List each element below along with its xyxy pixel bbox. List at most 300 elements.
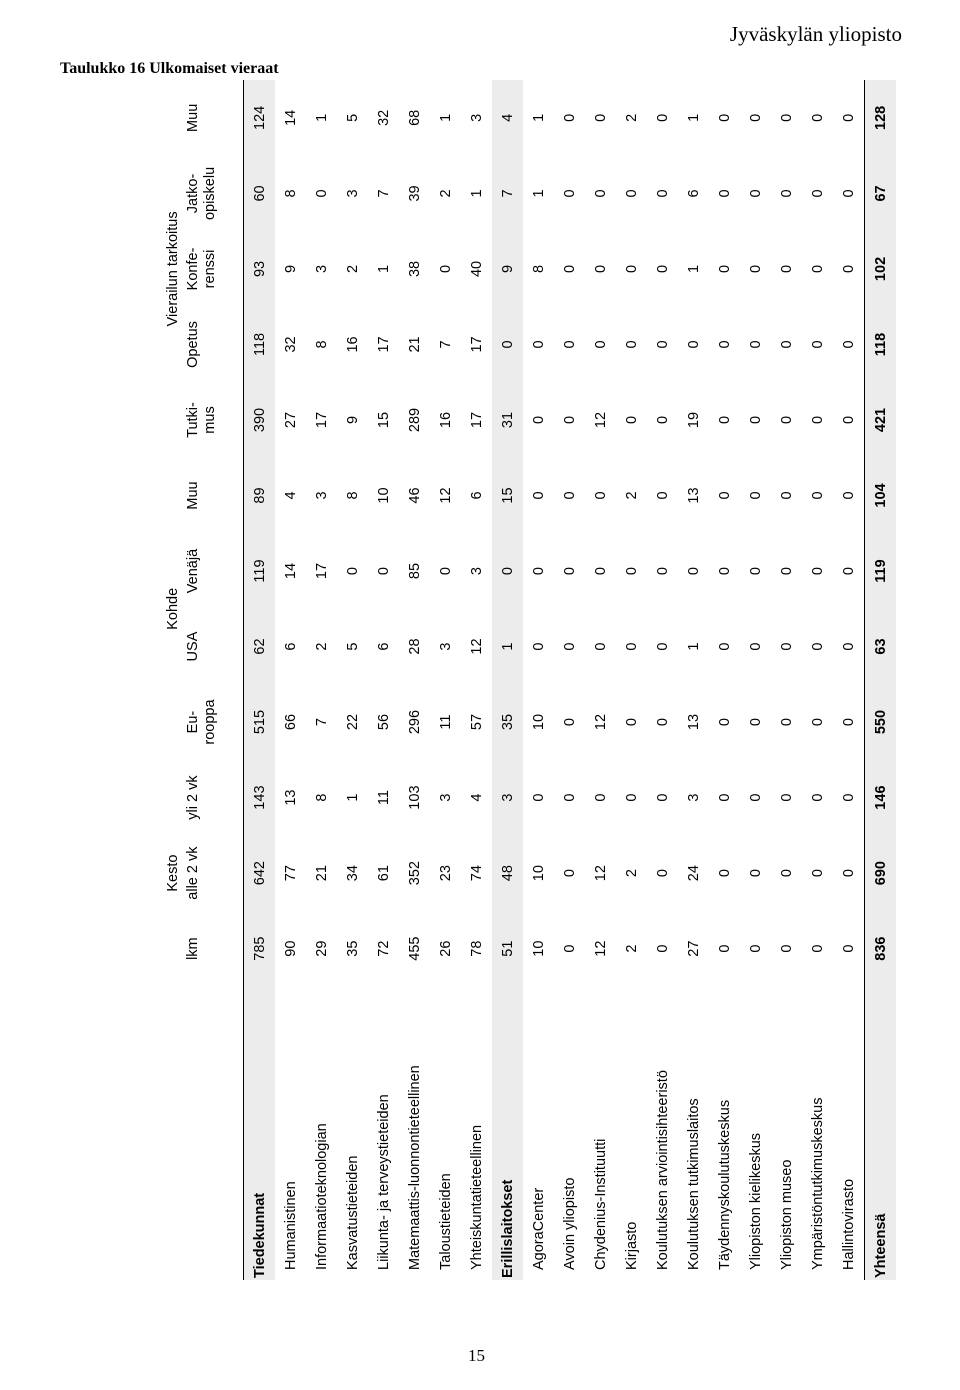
table-cell: 12 [592,865,609,882]
table-cell: 0 [716,264,733,273]
column-header [181,911,244,987]
table-cell: 0 [716,491,733,500]
table-cell: 0 [530,415,547,425]
row-label: Yhteensä [865,986,897,1280]
table-cell: 0 [716,718,733,727]
table-cell: 0 [747,944,764,953]
table-row [430,80,461,1280]
row-label: Tiedekunnat [244,986,276,1280]
table-cell: 10 [530,865,547,882]
table-cell: 0 [492,307,523,383]
table-row [368,80,399,1280]
table-cell: 0 [809,793,826,802]
table-cell: 0 [747,189,764,198]
table-cell: 0 [654,944,671,953]
table-cell: 13 [685,713,702,731]
table-cell: 0 [809,869,826,878]
row-label: Avoin yliopisto [561,1177,578,1270]
table-cell: 0 [623,566,640,576]
table-cell: 0 [592,264,609,273]
table-cell: 103 [406,785,423,810]
table-cell: 785 [244,911,276,987]
table-cell: 78 [468,940,485,957]
table-cell: 1 [437,113,454,122]
table-cell: 32 [282,336,299,353]
table-cell: 0 [778,340,795,349]
table-cell: 1 [313,113,330,122]
table-cell: 3 [468,113,485,122]
table-cell: 296 [406,709,423,735]
column-header [181,684,244,760]
column-header-line1: Tutki- [185,402,201,438]
university-name: Jyväskylän yliopisto [729,22,902,46]
table-cell: 642 [244,835,276,911]
table-cell: 0 [530,566,547,576]
table-cell: 1 [375,264,392,273]
table-row [244,80,276,1280]
table-row [647,80,678,1280]
table-row [616,80,647,1280]
table-cell: 63 [865,609,897,685]
table-cell: 90 [282,940,299,957]
table-cell: 34 [344,865,361,882]
table-cell: 2 [623,491,640,500]
table-cell: 0 [561,718,578,727]
table-cell: 1 [530,113,547,122]
table-cell: 40 [468,260,485,278]
table-cell: 14 [282,562,299,580]
table-cell: 0 [654,415,671,425]
table-cell: 0 [778,944,795,953]
table-cell: 15 [375,411,392,429]
table-row [585,80,616,1280]
table-cell: 0 [561,264,578,273]
table-cell: 0 [561,869,578,878]
table-cell: 0 [778,869,795,878]
table-cell: 0 [561,415,578,425]
table-cell: 2 [344,264,361,273]
table-cell: 0 [654,793,671,802]
table-cell: 19 [685,411,702,429]
column-header-line1: lkm [185,937,201,960]
table-cell: 836 [865,911,897,987]
table-cell: 1 [344,793,361,802]
table-cell: 0 [623,718,640,727]
table-cell: 0 [623,415,640,425]
table-cell: 72 [375,940,392,957]
table-row [771,80,802,1280]
table-cell: 1 [685,113,702,122]
column-header [181,382,244,458]
row-label: Taloustieteiden [437,1173,454,1270]
table-cell: 2 [313,642,330,651]
table-cell: 8 [344,491,361,500]
row-label: Kirjasto [623,1221,640,1270]
table-cell: 0 [716,113,733,122]
row-label: Informaatioteknologian [313,1123,330,1270]
table-cell: 48 [492,835,523,911]
table-cell: 0 [561,189,578,198]
visitors-table [145,80,896,1280]
table-cell: 17 [375,336,392,353]
row-label: Koulutuksen tutkimuslaitos [685,1098,702,1270]
table-row [399,80,430,1280]
table-cell: 0 [840,944,857,953]
table-cell: 15 [492,458,523,534]
group-tarkoitus: Vierailun tarkoitus [165,211,181,327]
table-cell: 390 [244,382,276,458]
table-cell: 13 [685,487,702,504]
table-cell: 1 [685,264,702,273]
table-cell: 21 [406,336,423,353]
column-header-line1: Opetus [185,321,201,368]
table-cell: 68 [406,109,423,126]
table-cell: 0 [747,566,764,576]
table-cell: 21 [313,865,330,882]
table-cell: 0 [592,491,609,500]
row-label: Hallintovirasto [840,1178,857,1270]
table-cell: 0 [313,189,330,198]
table-cell: 0 [747,113,764,122]
table-cell: 0 [747,491,764,500]
table-cell: 0 [623,642,640,651]
group-kohde: Kohde [165,587,181,630]
table-cell: 0 [840,415,857,425]
table-cell: 0 [592,793,609,802]
table-row [461,80,492,1280]
column-header [181,80,244,156]
table-cell: 0 [623,340,640,349]
row-label: Koulutuksen arviointisihteeristö [654,1070,671,1270]
table-cell: 1 [468,189,485,198]
table-cell: 67 [865,156,897,232]
table-cell: 0 [561,491,578,500]
table-cell: 0 [654,491,671,500]
table-cell: 2 [623,869,640,878]
table-cell: 0 [561,566,578,576]
column-header [181,307,244,383]
table-cell: 2 [623,113,640,122]
table-row [833,80,865,1280]
table-cell: 35 [344,940,361,957]
table-cell: 4 [492,80,523,156]
table-cell: 0 [561,944,578,953]
table-cell: 85 [406,562,423,580]
table-cell: 61 [375,865,392,882]
column-header [181,231,244,307]
table-cell: 11 [375,790,392,806]
table-cell: 2 [437,189,454,198]
table-cell: 0 [592,189,609,198]
table-cell: 0 [530,491,547,500]
table-cell: 66 [282,713,299,731]
row-label: Yliopiston kielikeskus [747,1132,764,1270]
table-cell: 62 [244,609,276,685]
table-cell: 6 [468,491,485,500]
table-cell: 0 [778,566,795,576]
table-cell: 0 [530,793,547,802]
table-cell: 14 [282,109,299,126]
table-cell: 0 [375,566,392,576]
table-cell: 352 [406,861,423,886]
table-cell: 12 [592,411,609,429]
table-cell: 0 [716,566,733,576]
table-cell: 74 [468,865,485,882]
table-cell: 0 [654,189,671,198]
table-row [523,80,554,1280]
row-label: Chydenius-Instituutti [592,1138,609,1270]
table-cell: 4 [468,793,485,802]
table-cell: 128 [865,80,897,156]
table-cell: 7 [492,156,523,232]
column-header-line1: yli 2 vk [185,775,201,820]
table-cell: 2 [623,944,640,953]
row-label: Yliopiston museo [778,1159,795,1270]
table-cell: 0 [747,869,764,878]
table-cell: 0 [716,944,733,953]
table-cell: 6 [282,642,299,651]
table-cell: 0 [492,533,523,609]
table-cell: 4 [282,491,299,500]
table-cell: 0 [809,113,826,122]
table-cell: 39 [406,185,423,202]
table-cell: 9 [492,231,523,307]
table-cell: 0 [654,113,671,122]
table-cell: 26 [437,940,454,957]
table-cell: 27 [282,411,299,429]
table-row [492,80,523,1280]
table-cell: 0 [654,642,671,651]
table-cell: 16 [437,411,454,429]
table-cell: 0 [592,113,609,122]
table-cell: 0 [840,491,857,500]
column-header-line1: Venäjä [185,548,201,594]
table-cell: 0 [778,642,795,651]
table-cell: 0 [778,264,795,273]
table-cell: 0 [623,264,640,273]
table-cell: 421 [865,382,897,458]
table-cell: 0 [716,340,733,349]
group-kesto: Kesto [165,854,181,892]
column-header-line1: Jatko- [185,173,201,214]
table-cell: 0 [840,642,857,651]
table-cell: 0 [654,340,671,349]
table-cell: 3 [468,566,485,576]
table-cell: 17 [313,411,330,429]
table-cell: 0 [840,869,857,878]
table-cell: 8 [313,793,330,802]
table-cell: 0 [747,264,764,273]
header-label-cell [181,986,244,1280]
table-cell: 0 [840,340,857,349]
table-cell: 0 [437,264,454,273]
table-cell: 8 [313,340,330,349]
table-cell: 11 [437,714,454,730]
table-cell: 0 [623,793,640,802]
table-cell: 3 [313,491,330,500]
table-cell: 0 [716,642,733,651]
row-label: AgoraCenter [530,1187,547,1270]
row-label: Kasvatustieteiden [344,1155,361,1270]
column-header-line2: opiskelu [202,166,218,221]
header-corner [145,986,181,1280]
table-cell: 289 [406,407,423,433]
table-cell: 77 [282,865,299,882]
row-label: Liikunta- ja terveystieteiden [375,1094,392,1270]
table-cell: 9 [344,415,361,425]
column-header [181,835,244,911]
column-header-line1: Eu- [185,710,201,734]
table-cell: 29 [313,940,330,957]
table-cell: 51 [492,911,523,987]
table-cell: 0 [778,491,795,500]
table-cell: 515 [244,684,276,760]
table-cell: 0 [809,264,826,273]
table-row [709,80,740,1280]
table-cell: 3 [313,264,330,273]
table-row [740,80,771,1280]
row-label: Täydennyskoulutuskeskus [716,1099,733,1270]
table-row [306,80,337,1280]
table-cell: 0 [716,793,733,802]
table-row [678,80,709,1280]
table-cell: 0 [809,944,826,953]
table-cell: 56 [375,713,392,731]
table-cell: 12 [437,487,454,504]
table-cell: 7 [437,340,454,349]
table-cell: 0 [716,189,733,198]
table-cell: 0 [809,642,826,651]
rotated-table-container [145,80,889,1280]
table-cell: 10 [530,713,547,731]
column-header-line1: alle 2 vk [185,846,201,900]
table-cell: 3 [437,642,454,651]
table-cell: 0 [685,340,702,349]
table-cell: 23 [437,865,454,882]
table-cell: 0 [561,793,578,802]
table-cell: 32 [375,109,392,126]
column-header [181,458,244,534]
table-cell: 0 [592,642,609,651]
table-cell: 0 [778,415,795,425]
table-cell: 0 [530,642,547,651]
table-cell: 1 [685,642,702,651]
table-row [554,80,585,1280]
table-cell: 0 [530,340,547,349]
table-cell: 0 [809,718,826,727]
table-cell: 0 [747,340,764,349]
table-cell: 0 [437,566,454,576]
row-label: Humanistinen [282,1181,299,1270]
table-cell: 89 [244,458,276,534]
table-cell: 17 [468,336,485,353]
table-cell: 0 [778,113,795,122]
table-cell: 0 [654,264,671,273]
group-header-row [145,80,181,1280]
table-cell: 13 [282,789,299,806]
table-cell: 143 [244,760,276,836]
table-cell: 38 [406,260,423,278]
column-header-line2: renssi [202,249,218,289]
column-header-line1: Konfe- [185,247,201,291]
table-cell: 31 [492,382,523,458]
table-cell: 0 [840,718,857,727]
column-header-line1: Muu [185,481,201,510]
table-cell: 0 [561,340,578,349]
column-header [181,533,244,609]
table-cell: 0 [747,793,764,802]
table-cell: 1 [492,609,523,685]
table-row [275,80,306,1280]
table-cell: 10 [375,487,392,504]
row-label: Erillislaitokset [492,986,523,1280]
table-cell: 690 [865,835,897,911]
table-cell: 5 [344,113,361,122]
table-cell: 93 [244,231,276,307]
table-cell: 7 [375,189,392,198]
table-cell: 146 [865,760,897,836]
table-cell: 0 [716,869,733,878]
table-cell: 3 [492,760,523,836]
table-cell: 0 [654,718,671,727]
table-cell: 27 [685,940,702,957]
table-cell: 5 [344,642,361,651]
table-cell: 0 [561,113,578,122]
table-cell: 12 [592,940,609,957]
column-header-line1: USA [185,631,201,662]
table-cell: 0 [561,642,578,651]
table-cell: 118 [865,307,897,383]
row-label: Yhteiskuntatieteellinen [468,1124,485,1270]
column-header-row [181,80,244,1280]
table-cell: 0 [747,642,764,651]
table-cell: 60 [244,156,276,232]
table-cell: 550 [865,684,897,760]
table-cell: 0 [778,718,795,727]
table-cell: 6 [375,642,392,651]
table-cell: 3 [685,793,702,802]
table-cell: 0 [809,491,826,500]
table-cell: 24 [685,865,702,882]
table-cell: 22 [344,713,361,731]
table-cell: 0 [840,793,857,802]
table-cell: 57 [468,713,485,731]
table-cell: 0 [809,189,826,198]
table-cell: 0 [778,793,795,802]
column-header [181,609,244,685]
column-header [181,760,244,836]
table-cell: 6 [685,189,702,198]
column-header-line2: rooppa [202,699,218,745]
column-header [181,156,244,232]
column-header-line1: Muu [185,103,201,132]
table-cell: 0 [344,566,361,576]
table-cell: 0 [654,566,671,576]
table-cell: 0 [747,415,764,425]
row-label: Matemaattis-luonnontieteellinen [406,1065,423,1270]
table-row [865,80,897,1280]
page-number: 15 [468,1346,485,1365]
table-cell: 0 [840,189,857,198]
table-row [802,80,833,1280]
table-cell: 17 [313,562,330,580]
table-cell: 0 [809,415,826,425]
table-cell: 0 [592,340,609,349]
table-cell: 0 [840,566,857,576]
table-cell: 8 [530,264,547,273]
table-cell: 3 [344,189,361,198]
table-cell: 3 [437,793,454,802]
